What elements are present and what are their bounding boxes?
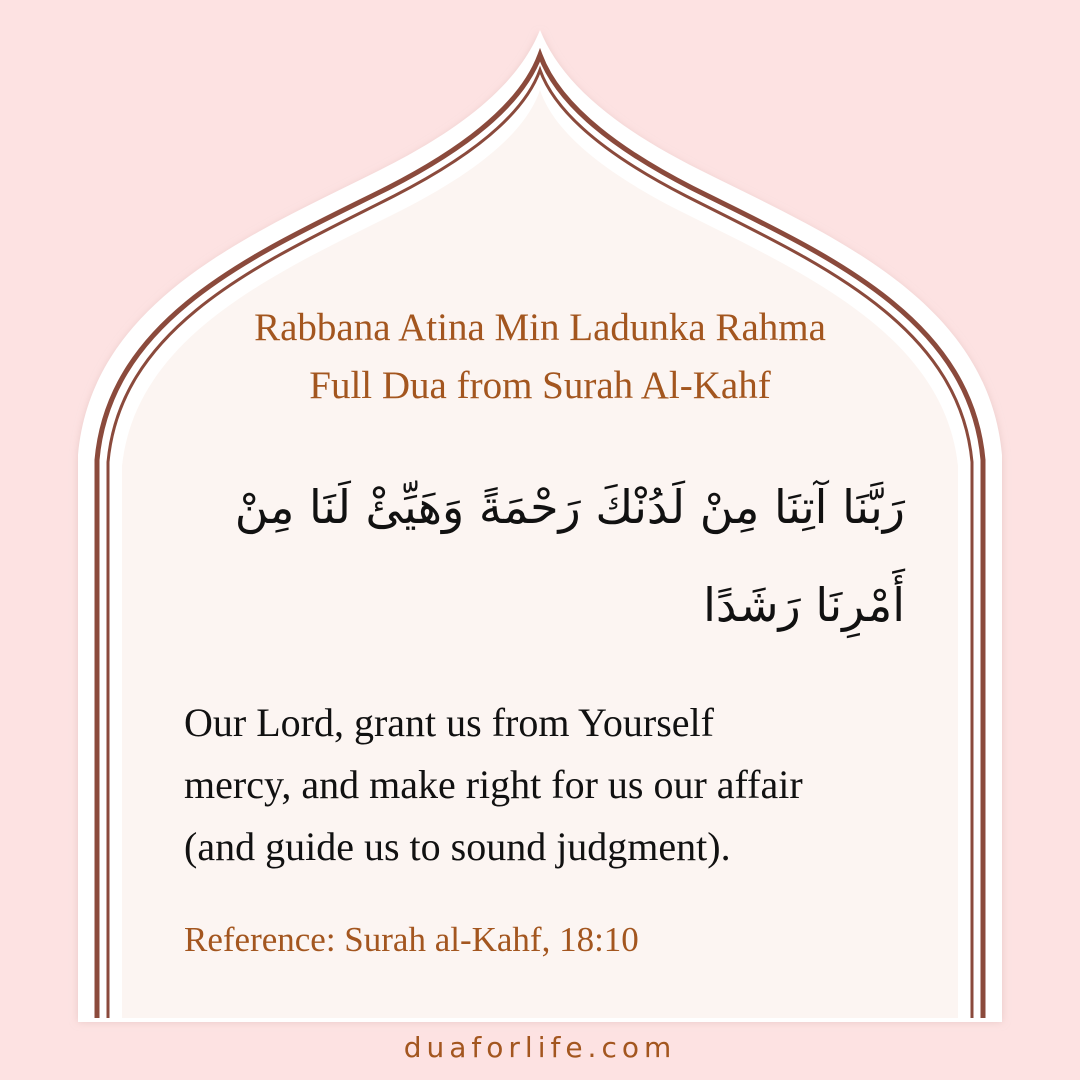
arabic-line-1: رَبَّنَا آتِنَا مِنْ لَدُنْكَ رَحْمَةً وَهَيِّئْ لَنَا مِنْ	[234, 480, 905, 534]
title-line-2: Full Dua from Surah Al-Kahf	[309, 364, 771, 407]
translation-line-2: mercy, and make right for us our affair	[184, 762, 803, 807]
title-line-1: Rabbana Atina Min Ladunka Rahma	[254, 306, 826, 349]
translation-line-1: Our Lord, grant us from Yourself	[184, 700, 714, 745]
reference-text: Reference: Surah al-Kahf, 18:10	[184, 920, 639, 959]
arabic-line-2: أَمْرِنَا رَشَدًا	[703, 578, 905, 632]
translation-line-3: (and guide us to sound judgment).	[184, 824, 731, 869]
website-link[interactable]: duaforlife.com	[403, 1031, 677, 1064]
